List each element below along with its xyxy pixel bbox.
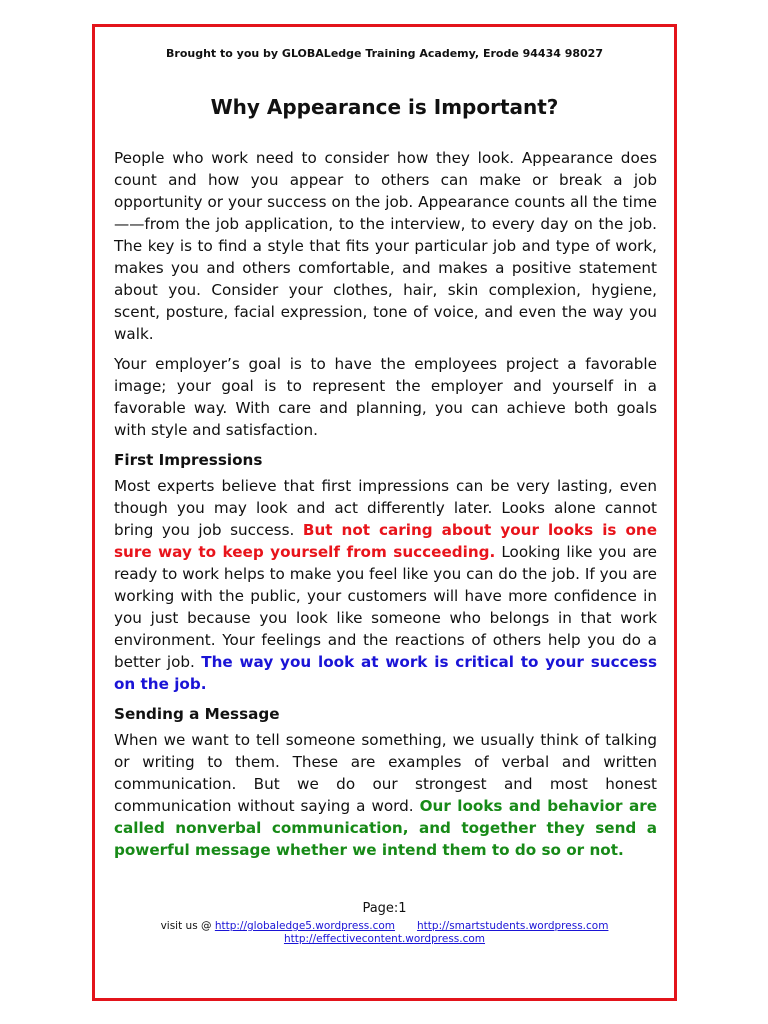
link-effectivecontent[interactable]: http://effectivecontent.wordpress.com [283, 933, 486, 945]
link-globaledge[interactable]: http://globaledge5.wordpress.com [214, 920, 396, 932]
page-title: Why Appearance is Important? [210, 95, 559, 119]
highlight-red: But not caring about your looks is one sure way to keep yourself from succeeding. [114, 521, 657, 561]
paragraph-employer-goal: Your employer’s goal is to have the employees project a favorable image; your goal is to represent the employer and yourself in a favorable way. With care and planning, you can achieve both goals with style and satisfaction. [114, 355, 657, 439]
text-run: Looking like you are ready to work helps to make you feel like you can do the job. If you are working with the public, your customers will have more confidence in you just because you look like someone who belongs in that work environment. Your feelings and the reactions of others help you do a better job. [114, 543, 658, 671]
text-run: Most experts believe that first impressions can be very lasting, even though you may look and act differently later. Looks alone cannot bring you job success. [114, 477, 657, 539]
header-banner: Brought to you by GLOBALedge Training Academy, Erode 94434 98027 [166, 47, 603, 60]
heading-first-impressions: First Impressions [114, 451, 263, 469]
page-border [92, 24, 677, 1001]
highlight-blue: The way you look at work is critical to your success on the job. [114, 653, 657, 693]
highlight-green: Our looks and behavior are called nonverbal communication, and together they send a powerful message whether we intend them to do so or not. [114, 797, 658, 859]
article-body [114, 147, 657, 869]
text-run: When we want to tell someone something, we usually think of talking or writing to them. These are examples of verbal and written communication. But we do our strongest and most honest communication without saying a word. [114, 731, 657, 815]
page-number: Page:1 [362, 901, 407, 916]
paragraph-first-impressions [114, 475, 657, 695]
heading-sending-message: Sending a Message [114, 705, 280, 723]
paragraph-intro: People who work need to consider how they look. Appearance does count and how you appear to others can make or break a job opportunity or your success on the job. Appearance counts all the time——from the job application, to the interview, to every day on the job. The key is to find a style that fits your particular job and type of work, makes you and others comfortable, and makes a positive statement about you. Consider your clothes, hair, skin complexion, hygiene, scent, posture, facial expression, tone of voice, and even the way you walk. [114, 149, 657, 343]
footer-links [95, 920, 674, 946]
paragraph-sending-message [114, 729, 657, 861]
visit-label: visit us @ [160, 920, 215, 932]
link-smartstudents[interactable]: http://smartstudents.wordpress.com [417, 920, 609, 932]
